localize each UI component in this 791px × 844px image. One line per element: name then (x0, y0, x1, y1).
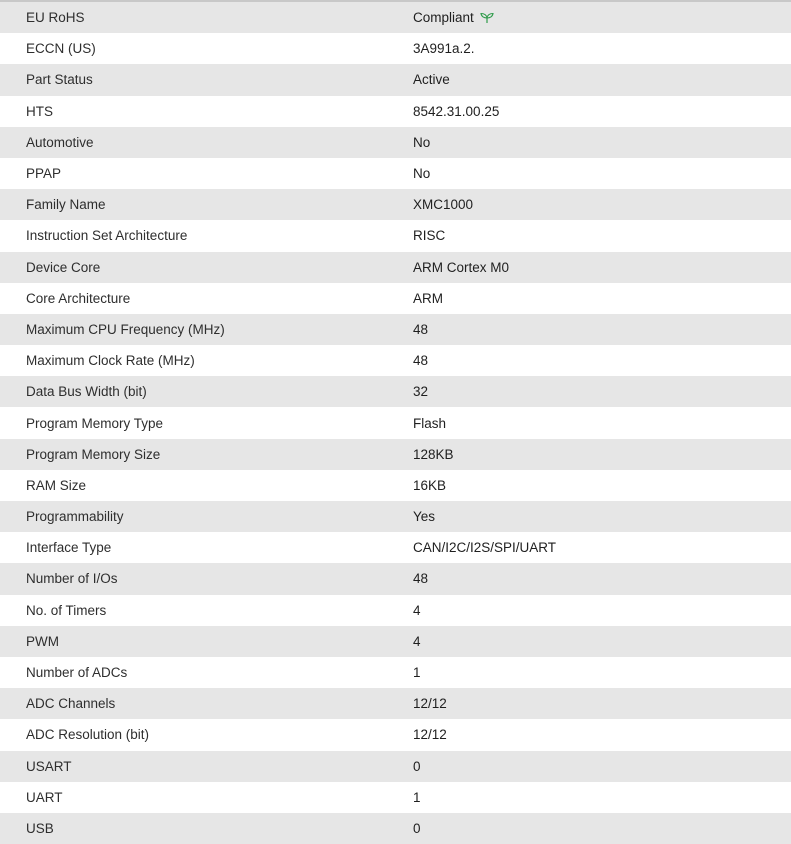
spec-row-program-memory-type (0, 407, 791, 438)
spec-value: 48 (413, 321, 429, 337)
spec-label: Number of ADCs (26, 665, 128, 681)
spec-value: 12/12 (413, 696, 447, 712)
spec-value: Yes (413, 509, 436, 525)
spec-row-ppap (0, 158, 791, 189)
spec-row-usb (0, 813, 791, 844)
spec-label: Part Status (26, 72, 93, 88)
spec-row-programmability (0, 501, 791, 532)
spec-label: PWM (26, 633, 59, 649)
spec-value: 48 (413, 571, 429, 587)
spec-label: ADC Resolution (bit) (26, 727, 150, 743)
spec-row-device-core (0, 252, 791, 283)
spec-value: RISC (413, 228, 446, 244)
spec-row-program-memory-size (0, 439, 791, 470)
spec-value: No (413, 134, 431, 150)
spec-value-wrap (388, 10, 791, 25)
spec-label: Maximum CPU Frequency (MHz) (26, 321, 225, 337)
spec-label: Data Bus Width (bit) (26, 384, 147, 400)
spec-label: Program Memory Type (26, 415, 164, 431)
spec-label: EU RoHS (26, 10, 85, 26)
spec-row-no-of-timers (0, 595, 791, 626)
spec-label: Automotive (26, 134, 94, 150)
spec-row-pwm (0, 626, 791, 657)
spec-value: 3A991a.2. (413, 41, 475, 57)
spec-label: No. of Timers (26, 602, 107, 618)
spec-label: Maximum Clock Rate (MHz) (26, 353, 195, 369)
spec-value: 16KB (413, 477, 447, 493)
spec-row-max-cpu-frequency (0, 314, 791, 345)
spec-label: USART (26, 758, 72, 774)
spec-row-ram-size (0, 470, 791, 501)
spec-value: ARM (413, 290, 443, 306)
spec-value: 128KB (413, 446, 454, 462)
spec-row-adc-channels (0, 688, 791, 719)
spec-value: 32 (413, 384, 429, 400)
leaf-icon (480, 12, 494, 24)
spec-value: No (413, 166, 431, 182)
spec-label: Device Core (26, 259, 101, 275)
spec-row-adc-resolution (0, 719, 791, 750)
spec-label: Core Architecture (26, 290, 131, 306)
spec-value: 1 (413, 665, 421, 681)
spec-label: Instruction Set Architecture (26, 228, 188, 244)
spec-value: 4 (413, 633, 421, 649)
spec-value: CAN/I2C/I2S/SPI/UART (413, 540, 557, 556)
spec-row-part-status (0, 64, 791, 95)
spec-label: HTS (26, 103, 53, 119)
spec-row-max-clock-rate (0, 345, 791, 376)
spec-value: 0 (413, 820, 421, 836)
spec-label: ECCN (US) (26, 41, 96, 57)
spec-value: Compliant (413, 10, 474, 26)
spec-label: Interface Type (26, 540, 112, 556)
spec-row-hts (0, 96, 791, 127)
spec-label: Program Memory Size (26, 446, 161, 462)
spec-row-eccn (0, 33, 791, 64)
spec-label: PPAP (26, 166, 62, 182)
spec-label: RAM Size (26, 477, 87, 493)
spec-value: Flash (413, 415, 447, 431)
spec-value: ARM Cortex M0 (413, 259, 510, 275)
spec-row-family-name (0, 189, 791, 220)
spec-label: ADC Channels (26, 696, 116, 712)
spec-row-data-bus-width (0, 376, 791, 407)
spec-value: 0 (413, 758, 421, 774)
spec-value: 1 (413, 789, 421, 805)
spec-row-eu-rohs (0, 2, 791, 33)
spec-row-interface-type (0, 532, 791, 563)
spec-label: Programmability (26, 509, 124, 525)
spec-row-usart (0, 751, 791, 782)
spec-label: Family Name (26, 197, 106, 213)
spec-row-uart (0, 782, 791, 813)
spec-row-isa (0, 220, 791, 251)
spec-value: 4 (413, 602, 421, 618)
spec-value: 48 (413, 353, 429, 369)
spec-row-automotive (0, 127, 791, 158)
spec-row-number-of-adcs (0, 657, 791, 688)
spec-label: UART (26, 789, 63, 805)
spec-label: USB (26, 820, 54, 836)
spec-value: XMC1000 (413, 197, 474, 213)
spec-label: Number of I/Os (26, 571, 118, 587)
spec-row-number-of-ios (0, 563, 791, 594)
spec-value: 12/12 (413, 727, 447, 743)
spec-row-core-architecture (0, 283, 791, 314)
spec-value: Active (413, 72, 450, 88)
spec-value: 8542.31.00.25 (413, 103, 500, 119)
